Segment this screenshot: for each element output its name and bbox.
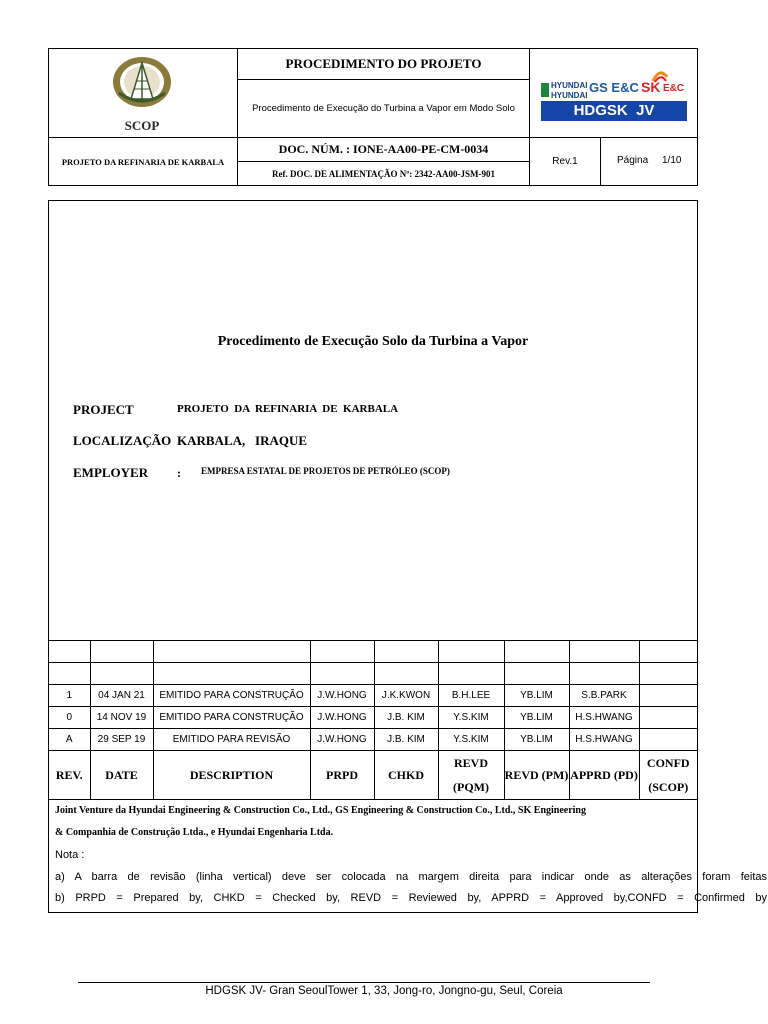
scop-logo-text: SCOP xyxy=(124,118,160,133)
location-label: LOCALIZAÇÃO xyxy=(73,433,172,448)
note-a: a) A barra de revisão (linha vertical) deve ser colocada na margem direita para indicar onde as alterações foram feitas xyxy=(55,871,767,883)
employer-value: EMPRESA ESTATAL DE PROJETOS DE PETRÓLEO (SCOP) xyxy=(201,466,450,476)
col-apprd-pd: APPRD (PD) xyxy=(569,751,639,800)
jv-statement-line2: & Companhia de Construção Ltda., e Hyundai Engenharia Ltda. xyxy=(55,827,334,838)
col-description: DESCRIPTION xyxy=(153,751,310,800)
note-b: b) PRPD = Prepared by, CHKD = Checked by, REVD = Reviewed by, APPRD = Approved by,CONFD = Confirmed by xyxy=(55,892,767,904)
revision-header-row xyxy=(49,751,697,800)
revision-row: A 29 SEP 19 EMITIDO PARA REVISÃO J.W.HONG J.B. KIM Y.S.KIM YB.LIM H.S.HWANG xyxy=(49,729,697,751)
col-prpd: PRPD xyxy=(310,751,374,800)
employer-label: EMPLOYER xyxy=(73,465,149,480)
revision-table xyxy=(49,640,697,800)
reference-document: Ref. DOC. DE ALIMENTAÇÃO Nº: 2342-AA00-JSM-901 xyxy=(271,168,496,179)
revision-row: 0 14 NOV 19 EMITIDO PARA CONSTRUÇÃO J.W.HONG J.B. KIM Y.S.KIM YB.LIM H.S.HWANG xyxy=(49,707,697,729)
project-value: PROJETO DA REFINARIA DE KARBALA xyxy=(177,403,399,415)
revision-row: 1 04 JAN 21 EMITIDO PARA CONSTRUÇÃO J.W.HONG J.K.KWON B.H.LEE YB.LIM S.B.PARK xyxy=(49,685,697,707)
footer-rule xyxy=(78,982,650,983)
revision-row-blank xyxy=(49,641,697,663)
hyundai-logo: HYUNDAI HYUNDAI xyxy=(541,79,587,103)
sk-logo: SK E&C xyxy=(639,71,689,101)
document-header xyxy=(48,48,698,186)
employer-colon: : xyxy=(177,466,181,480)
partner-logos xyxy=(539,71,689,123)
location-value: KARBALA, IRAQUE xyxy=(177,433,308,448)
document-type-title: PROCEDIMENTO DO PROJETO xyxy=(285,56,482,71)
document-body xyxy=(48,200,767,913)
jv-statement-line1: Joint Venture da Hyundai Engineering & Construction Co., Ltd., GS Engineering & Construction Co., Ltd., SK Engineering xyxy=(55,805,586,816)
footer-address: HDGSK JV- Gran SeoulTower 1, 33, Jong-ro, Jongno-gu, Seul, Coreia xyxy=(205,985,563,997)
document-title: Procedimento de Execução Solo da Turbina a Vapor xyxy=(217,334,529,349)
procedure-subtitle: Procedimento de Execução do Turbina a Vapor em Modo Solo xyxy=(252,103,515,114)
nota-label: Nota : xyxy=(55,849,85,861)
gs-logo: GS E&C xyxy=(589,80,639,95)
page-label: Página xyxy=(617,155,649,166)
hdgsk-jv-banner: HDGSK JV xyxy=(541,101,687,121)
revision-number: Rev.1 xyxy=(552,156,578,167)
document-number: DOC. NÚM. : IONE-AA00-PE-CM-0034 xyxy=(278,142,489,156)
col-confd-scop: CONFD (SCOP) xyxy=(639,751,697,800)
page-number: 1/10 xyxy=(662,155,682,166)
col-revd-pqm: REVD (PQM) xyxy=(438,751,504,800)
project-label: PROJECT xyxy=(73,402,134,417)
scop-logo xyxy=(109,55,175,131)
col-revd-pm: REVD (PM) xyxy=(504,751,569,800)
revision-row-blank xyxy=(49,663,697,685)
col-date: DATE xyxy=(90,751,153,800)
col-rev: REV. xyxy=(49,751,90,800)
col-chkd: CHKD xyxy=(374,751,438,800)
project-name: PROJETO DA REFINARIA DE KARBALA xyxy=(61,156,225,167)
